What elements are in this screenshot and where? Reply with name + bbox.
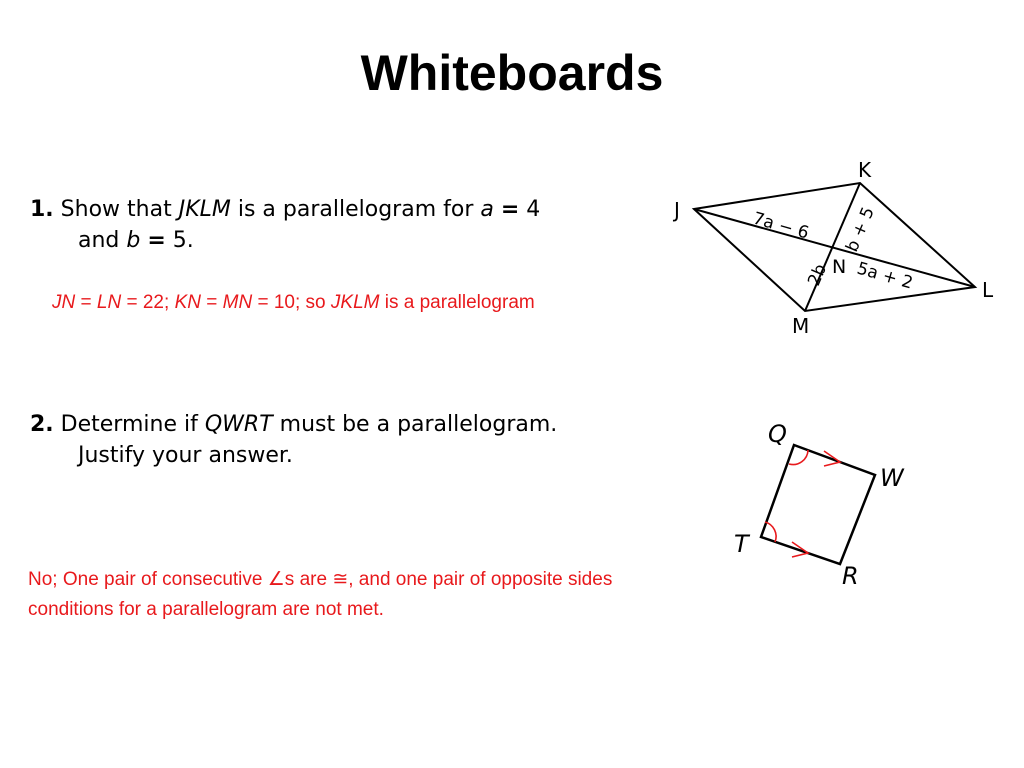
problem-text: and [78, 228, 120, 253]
equals-sign: = [147, 228, 166, 253]
answer-text: = 22; [126, 292, 170, 313]
figure-name: JKLM [178, 197, 231, 222]
label-n: N [832, 256, 847, 278]
segment-mn: MN [222, 292, 253, 313]
label-t: T [734, 530, 749, 558]
value-b: 5. [172, 228, 194, 253]
congruent-symbol: ≅ [332, 569, 349, 590]
slide-title: Whiteboards [360, 45, 664, 101]
problem-number: 1. [30, 197, 54, 222]
quadrilateral-outline [761, 445, 875, 564]
answer-1 [52, 288, 535, 318]
segment-jn: JN [52, 292, 76, 313]
answer-2 [28, 565, 734, 625]
problem-text: must be a parallelogram. [279, 412, 558, 437]
problem-1 [30, 194, 650, 256]
quadrilateral-qwrt-diagram [728, 412, 928, 592]
problem-text: is a parallelogram for [237, 197, 474, 222]
segment-ln: LN [96, 292, 122, 313]
variable-a: a [480, 197, 494, 222]
segment-label-jn: 7a − 6 [750, 208, 812, 244]
figure-name: JKLM [330, 292, 380, 313]
problem-text: Determine if [60, 412, 198, 437]
label-m: M [792, 314, 810, 338]
label-l: L [982, 278, 994, 302]
value-a: 4 [526, 197, 541, 222]
segment-label-nl: 5a + 2 [854, 258, 916, 294]
segment-label-kn: b + 5 [842, 204, 879, 255]
problem-2 [30, 409, 670, 471]
problem-text: Show that [60, 197, 172, 222]
answer-line-2: conditions for a parallelogram are not met. [28, 599, 384, 620]
label-w: W [880, 464, 904, 492]
figure-name: QWRT [204, 412, 273, 437]
answer-text: , and one pair of opposite sides [348, 569, 613, 590]
parallelogram-jklm-diagram [660, 155, 1000, 345]
problem-line-2: Justify your answer. [78, 443, 293, 468]
problem-line-2 [30, 225, 650, 256]
answer-text: is a parallelogram [384, 292, 535, 313]
variable-b: b [126, 228, 141, 253]
problem-number: 2. [30, 412, 54, 437]
label-q: Q [768, 420, 787, 448]
answer-line-1 [28, 565, 734, 595]
label-k: K [858, 158, 872, 182]
label-r: R [842, 562, 859, 590]
answer-text: No; One pair of consecutive [28, 569, 263, 590]
angle-symbol: ∠ [267, 569, 285, 590]
segment-kn: KN [174, 292, 201, 313]
segment-label-mn: 2b [804, 261, 832, 289]
answer-text: = [206, 292, 218, 313]
label-j: J [674, 198, 680, 222]
answer-text: = [80, 292, 92, 313]
equals-sign: = [500, 197, 520, 222]
answer-text: s are [284, 569, 328, 590]
answer-text: = 10; so [257, 292, 326, 313]
